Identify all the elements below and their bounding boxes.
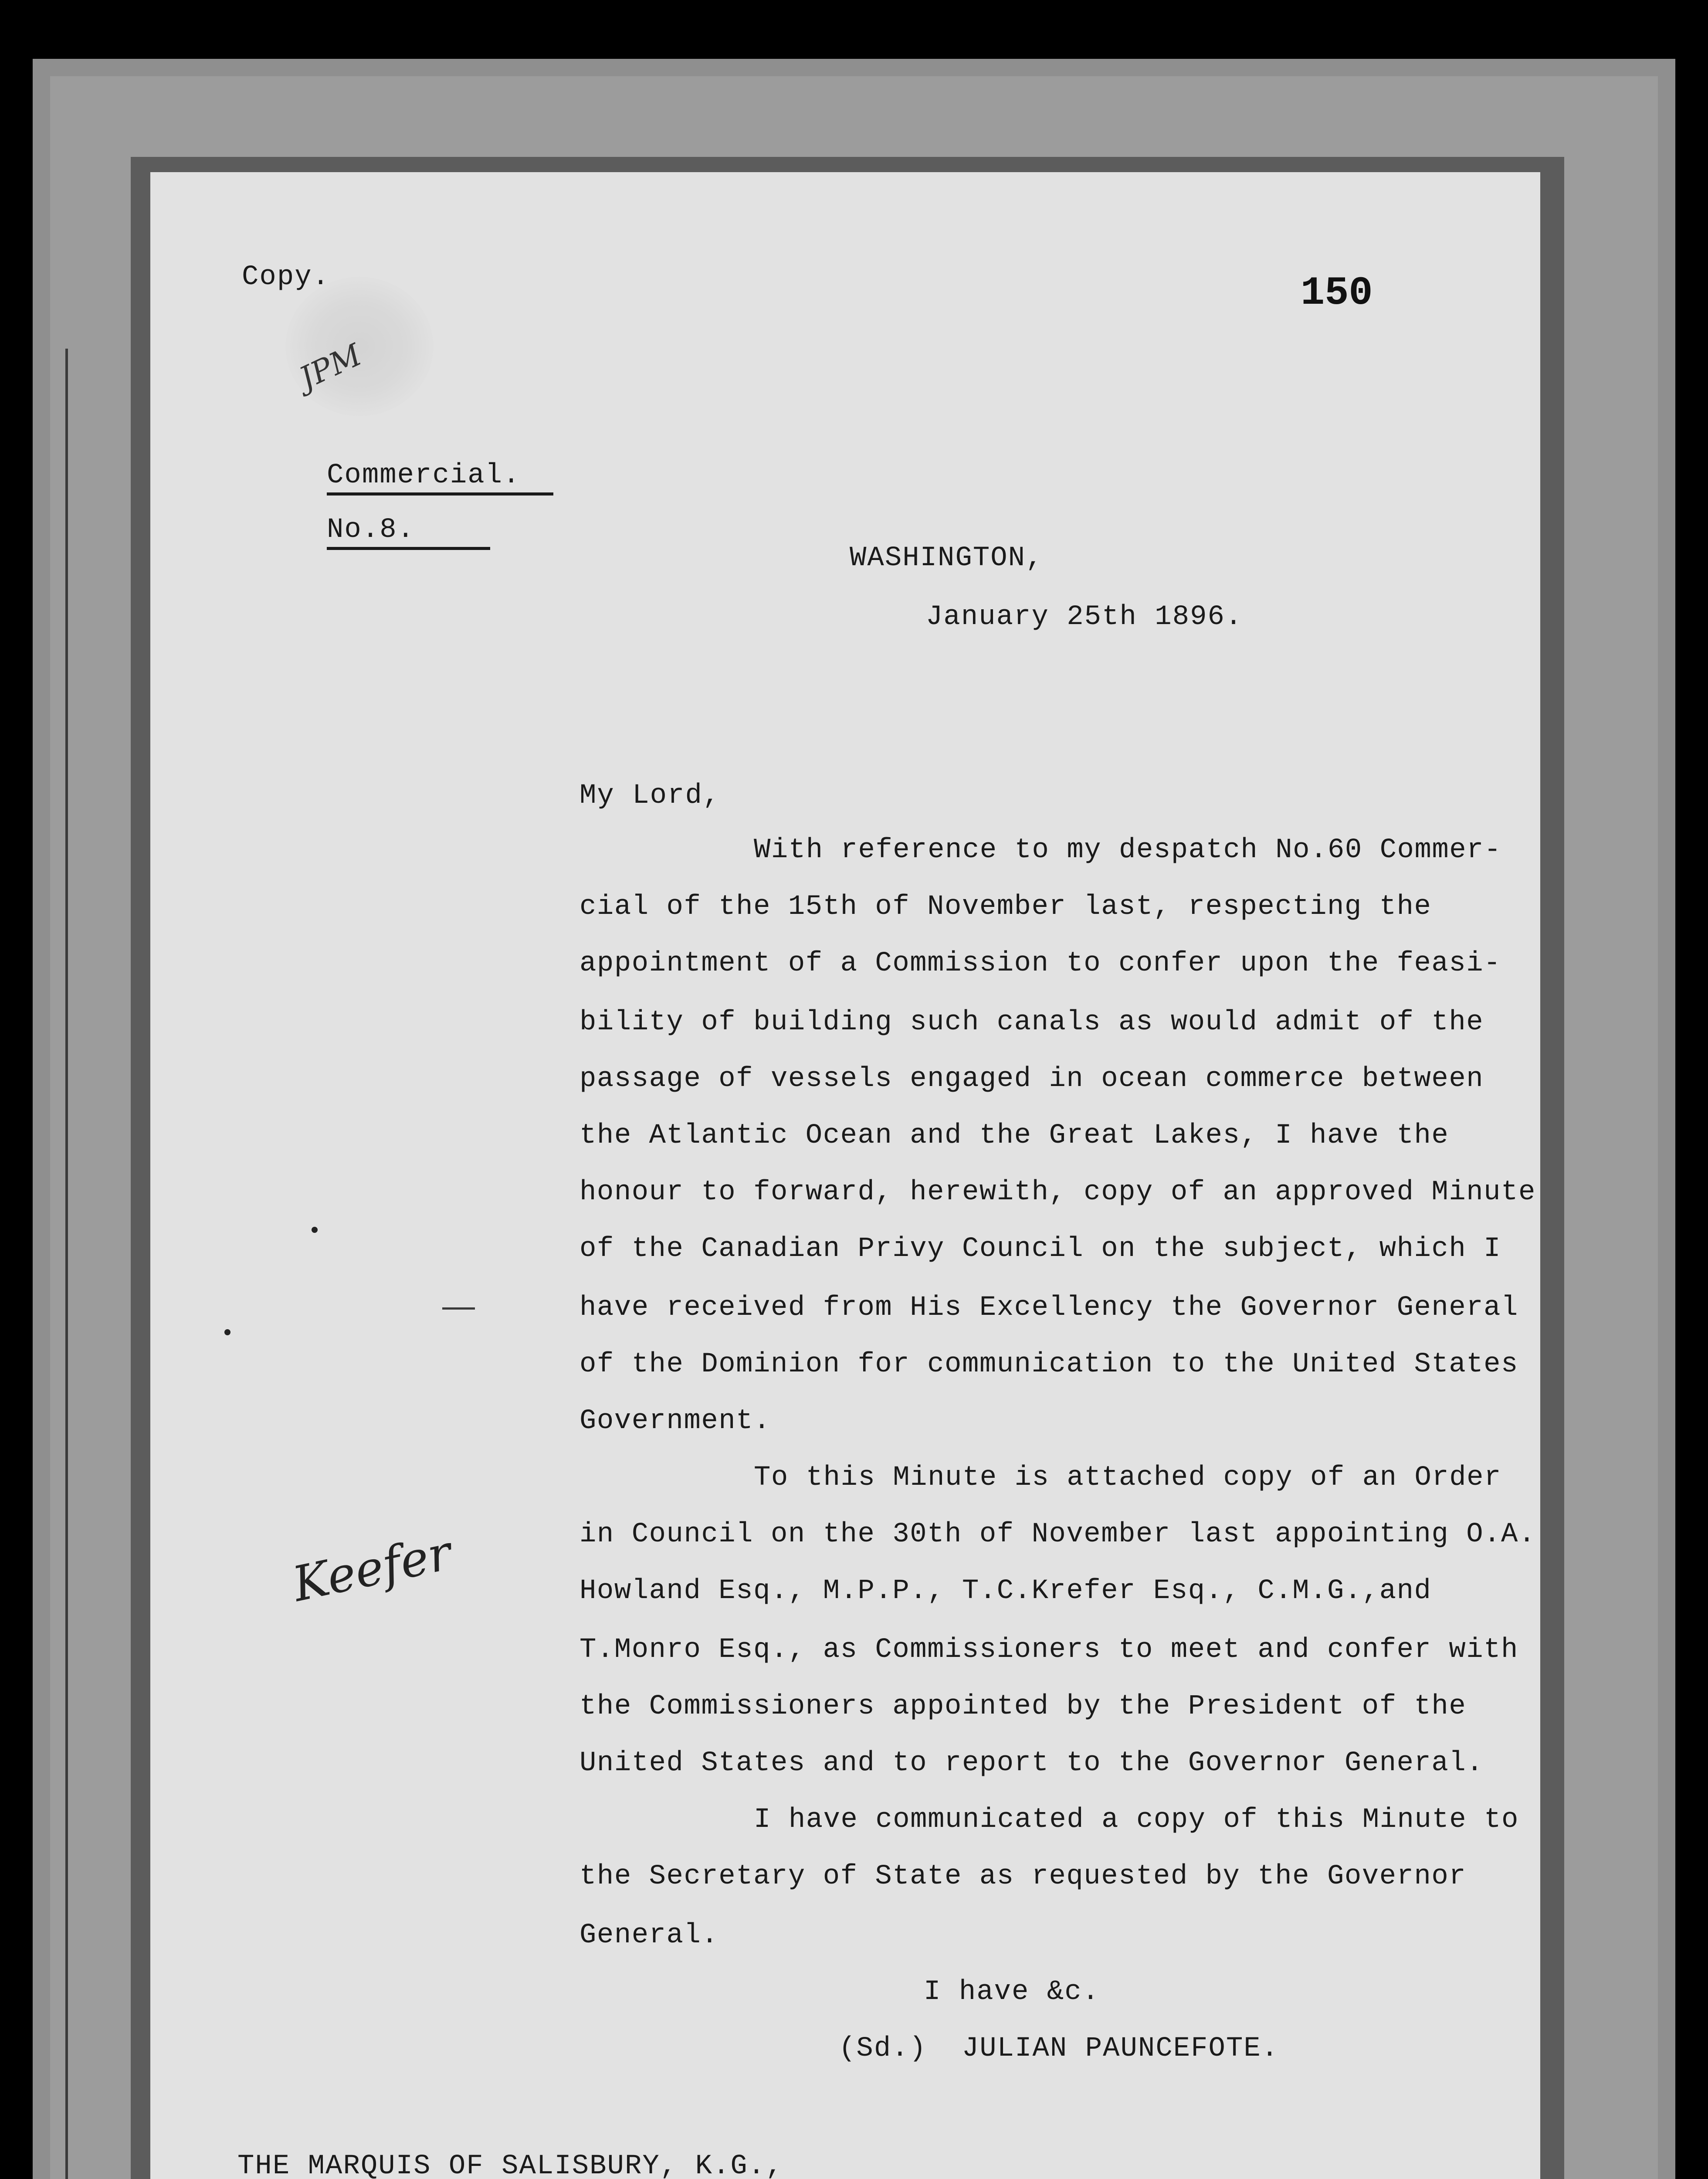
ink-speck xyxy=(224,1329,230,1335)
reference-category: Commercial. xyxy=(327,460,521,491)
copy-label: Copy. xyxy=(242,261,330,293)
body-line: appointment of a Commission to confer upon the feasi- xyxy=(580,948,1501,979)
body-line: the Atlantic Ocean and the Great Lakes, I have the xyxy=(580,1120,1449,1151)
place-heading: WASHINGTON, xyxy=(850,543,1044,574)
body-line: T.Monro Esq., as Commissioners to meet and confer with xyxy=(580,1634,1518,1666)
handwritten-initials: JPM xyxy=(294,336,367,397)
body-line: in Council on the 30th of November last appointing O.A. xyxy=(580,1519,1536,1550)
body-line: With reference to my despatch No.60 Commer- xyxy=(754,835,1501,866)
body-line: United States and to report to the Governor General. xyxy=(580,1748,1484,1779)
body-line: honour to forward, herewith, copy of an approved Minute xyxy=(580,1177,1536,1208)
body-line: passage of vessels engaged in ocean commerce between xyxy=(580,1063,1484,1095)
body-line: have received from His Excellency the Governor General xyxy=(580,1292,1518,1324)
addressee: THE MARQUIS OF SALISBURY, K.G., xyxy=(237,2151,783,2179)
handwritten-margin-note: Keefer xyxy=(288,1524,457,1612)
body-line: bility of building such canals as would admit of the xyxy=(580,1007,1484,1038)
body-line: General. xyxy=(580,1920,719,1951)
reference-number-underline xyxy=(327,547,490,550)
body-line: I have communicated a copy of this Minute to xyxy=(754,1804,1519,1836)
body-line: of the Dominion for communication to the United States xyxy=(580,1349,1518,1380)
body-line: the Commissioners appointed by the President of the xyxy=(580,1691,1467,1722)
body-line: of the Canadian Privy Council on the subject, which I xyxy=(580,1233,1501,1265)
body-line: Howland Esq., M.P.P., T.C.Krefer Esq., C.M.G.,and xyxy=(580,1575,1432,1607)
salutation: My Lord, xyxy=(580,780,721,811)
letter-date: January 25th 1896. xyxy=(926,601,1243,633)
reference-category-underline xyxy=(327,492,553,496)
embossed-seal-icon xyxy=(285,277,434,416)
pencil-mark xyxy=(442,1307,475,1310)
body-line: Government. xyxy=(580,1405,771,1437)
page-number: 150 xyxy=(1301,270,1373,316)
letter-sheet xyxy=(150,172,1540,2179)
reference-number: No.8. xyxy=(327,514,415,546)
body-line: the Secretary of State as requested by the Governor xyxy=(580,1861,1467,1892)
ink-speck xyxy=(312,1227,318,1233)
body-line: cial of the 15th of November last, respecting the xyxy=(580,891,1432,923)
closing: I have &c. xyxy=(924,1976,1100,2008)
body-line: To this Minute is attached copy of an Order xyxy=(754,1462,1501,1493)
left-edge-line xyxy=(65,349,68,2179)
signature: (Sd.) JULIAN PAUNCEFOTE. xyxy=(839,2033,1279,2064)
